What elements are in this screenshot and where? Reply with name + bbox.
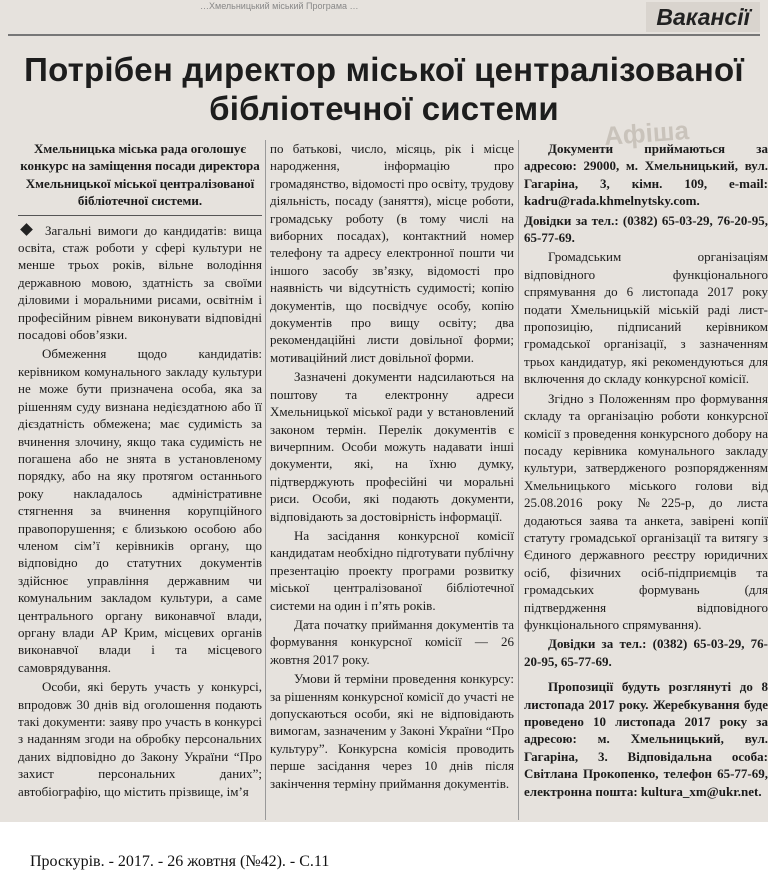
rubric-divider	[8, 34, 760, 36]
source-caption: Проскурів. - 2017. - 26 жовтня (№42). - С.11	[30, 853, 330, 870]
paragraph-documents-continued: по батькові, число, місяць, рік і місце народження, інформацію про громадянство, відомості про освіту, трудову діяльність, посаду (заняття), місце роботи, громадську роботу (в тому числі на виборних посадах), контактний номер телефону та адресу електронної пошти чи іншого засобу зв’язку, відомості про наявність чи відсутність судимості; копію документів, що посвідчує особу, копію документів про вищу освіту; два рекомендаційні листи довільної форми; мотиваційний лист довільної форми.	[270, 141, 514, 365]
column-divider	[518, 140, 519, 820]
lead-divider	[18, 215, 262, 216]
column-divider	[265, 140, 266, 820]
section-rubric: Вакансії	[646, 2, 760, 32]
article-column-2	[270, 140, 514, 792]
article-column-3	[524, 140, 768, 800]
article-lead: Хмельницька міська рада оголошує конкурс на заміщення посади директора Хмельницької міської централізованої бібліотечної системи.	[20, 141, 260, 209]
paragraph-text: Загальні вимоги до кандидатів: вища освіта, стаж роботи у сфері культури не менше трьох років, вільне володіння державною мовою, здатність за своїми діловими і моральними рисами, освітнім і професійним рівнем виконувати відповідні посадові обов’язки.	[18, 222, 262, 343]
article-column-1	[18, 140, 262, 800]
previous-article-remnant: …Хмельницький міський Програма …	[200, 1, 359, 11]
paragraph-public-orgs: Громадським організаціям відповідного функціонального спрямування до 6 листопада 2017 року подати Хмельницькій міській раді лист-пропозицію, підписаний керівником громадської організації, з зазначенням трьох кандидатур, які рекомендуються для включення до складу конкурсної комісії.	[524, 249, 768, 387]
paragraph-start-date: Дата початку приймання документів та формування конкурсної комісії — 26 жовтня 2017 року.	[270, 616, 514, 667]
paragraph-phones-repeat: Довідки за тел.: (0382) 65-03-29, 76-20-95, 65-77-69.	[524, 636, 768, 669]
paragraph-restrictions: Обмеження щодо кандидатів: керівником комунального закладу культури не може бути призначена особа, яка за рішенням суду визнана недієздатною або її дієздатність обмежена; має судимість за вчинення злочину, якщо така судимість не погашена або не знята в установленому порядку, або на яку протягом останнього року накладалось адміністративне стягнення за вчинення корупційного правопорушення; є близькою особою або членом сім’ї керівників органу, що відповідно до статутних документів здійснює управління державним чи комунальним закладом культури, а саме центрального органу виконавчої влади, органу влади АР Крим, місцевих органів виконавчої влади і та місцевого самоврядування.	[18, 346, 262, 675]
paragraph-regulation: Згідно з Положенням про формування складу та організацію роботи конкурсної комісії з проведення конкурсного добору на посаду керівника комунального закладу культури, затвердженого розпорядженням Хмельницького міського голови від 25.08.2016 року №225-р, до листа додаються заява та анкета, завірені копії статуту громадської організації та витягу з Єдиного державного реєстру юридичних осіб, фізичних осіб-підприємців та громадських формувань (для підтвердження відповідного функціонального спрямування).	[524, 390, 768, 632]
article-headline: Потрібен директор міської централізованої бібліотечної системи	[24, 51, 744, 127]
paragraph-documents: Особи, які беруть участь у конкурсі, впродовж 30 днів від оголошення подають такі документи: заяву про участь в конкурсі з наданням згоди на обробку персональних даних відповідно до Закону України “Про захист персональних даних”; автобіографію, що містить прізвище, ім’я	[18, 679, 262, 799]
paragraph-presentation: На засідання конкурсної комісії кандидатам необхідно підготувати публічну презентацію проекту програми розвитку міської централізованої бібліотечної системи на один і п’ять років.	[270, 527, 514, 613]
paragraph-proposals: Пропозиції будуть розглянуті до 8 листопада 2017 року. Жеребкування буде проведено 10 листопада 2017 року за адресою: м. Хмельницький, вул. Гагаріна, 3. Відповідальна особа: Світлана Прокопенко, телефон 65-77-69, електронна пошта: kultura_xm@ukr.net.	[524, 679, 768, 799]
paragraph-requirements	[18, 222, 262, 344]
paragraph-conditions: Умови й терміни проведення конкурсу: за рішенням конкурсної комісії до участі не допускаються особи, які не відповідають вимогам, зазначеним у Законі України “Про культуру”. Конкурсна комісія проводить перше засідання через 10 днів після закінчення терміну приймання документів.	[270, 671, 514, 791]
diamond-bullet-icon	[20, 223, 33, 236]
paragraph-address: Документи приймаються за адресою: 29000, м. Хмельницький, вул. Гагаріна, 3, кімн. 109, e-mail: kadru@rada.khmelnytsky.com.	[524, 141, 768, 209]
paragraph-submission: Зазначені документи надсилаються на поштову та електронну адреси Хмельницької міської ради у встановлений законом термін. Перелік документів є вичерпним. Особи можуть надавати інші документи, які, на їхню думку, підтверджують професійні чи моральні риси. Особи, які подають документи, відповідають за достовірність інформації.	[270, 369, 514, 524]
bleed-through-text: Афіша	[603, 115, 690, 151]
paragraph-phones: Довідки за тел.: (0382) 65-03-29, 76-20-95, 65-77-69.	[524, 212, 768, 246]
